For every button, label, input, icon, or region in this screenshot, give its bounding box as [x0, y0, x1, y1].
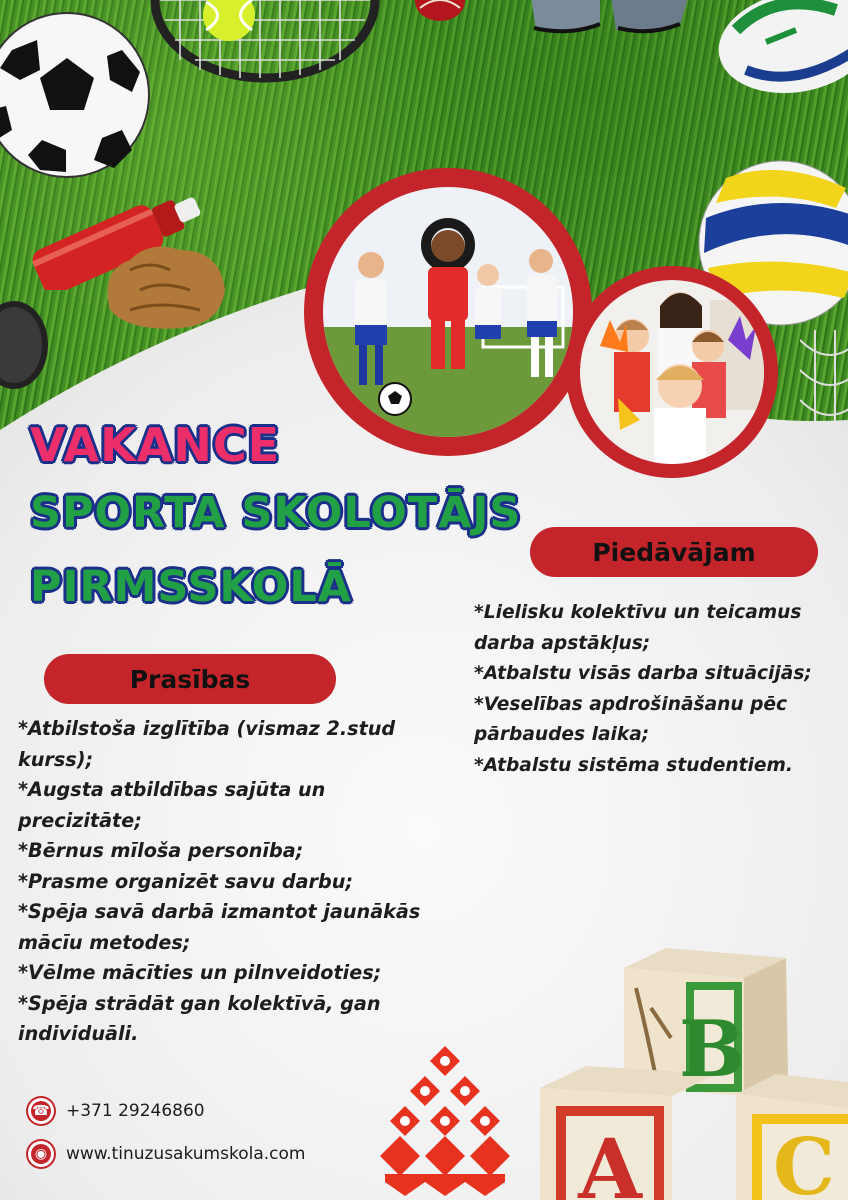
offer-section-title: Piedāvājam — [530, 527, 818, 577]
offer-list — [474, 598, 848, 781]
heading-vakance: VAKANCE — [30, 418, 281, 472]
requirements-section-title: Prasības — [44, 654, 336, 704]
contact-website[interactable] — [28, 1141, 305, 1167]
requirements-list — [18, 714, 448, 1050]
soccer-kids-photo — [323, 187, 573, 437]
list-item: *Vēlme mācīties un pilnveidoties; — [18, 961, 382, 984]
heading-location: PIRMSSKOLĀ — [30, 562, 353, 612]
list-item: *Prasme organizēt savu darbu; — [18, 869, 354, 893]
list-item: *Augsta atbildības sajūta un precizitāte; — [18, 778, 326, 832]
list-item: *Atbilstoša izglītība (vismaz 2.stud kurss); — [18, 717, 396, 771]
block-letter-b: B — [679, 1004, 745, 1095]
list-item: *Atbalstu sistēma studentiem. — [474, 754, 793, 776]
block-letter-c: C — [772, 1122, 836, 1200]
list-item: *Bērnus mīloša personība; — [18, 839, 304, 862]
list-item: *Spēja strādāt gan kolektīvā, gan individuāli. — [18, 991, 381, 1045]
photo-frame-soccer — [304, 168, 592, 456]
heading-position: SPORTA SKOLOTĀJS — [30, 488, 522, 538]
block-letter-a: A — [578, 1122, 642, 1200]
list-item: *Veselības apdrošināšanu pēc pārbaudes laika; — [474, 693, 788, 745]
website-link[interactable]: www.tinuzusakumskola.com — [66, 1144, 306, 1164]
list-item: *Spēja savā darbā izmantot jaunākās mācīu metodes; — [18, 900, 421, 954]
list-item: *Atbalstu visās darba situācijās; — [474, 663, 812, 684]
contact-phone[interactable] — [28, 1098, 205, 1124]
abc-blocks — [536, 948, 848, 1200]
list-item: *Lielisku kolektīvu un teicamus darba apstākļus; — [474, 602, 802, 654]
phone-icon: ☎ — [28, 1098, 54, 1124]
photo-frame-kids — [566, 266, 778, 478]
kids-teacher-photo — [580, 280, 764, 464]
school-logo — [380, 1046, 510, 1196]
phone-number[interactable]: +371 29246860 — [66, 1101, 205, 1121]
globe-icon: ◉ — [28, 1141, 54, 1167]
